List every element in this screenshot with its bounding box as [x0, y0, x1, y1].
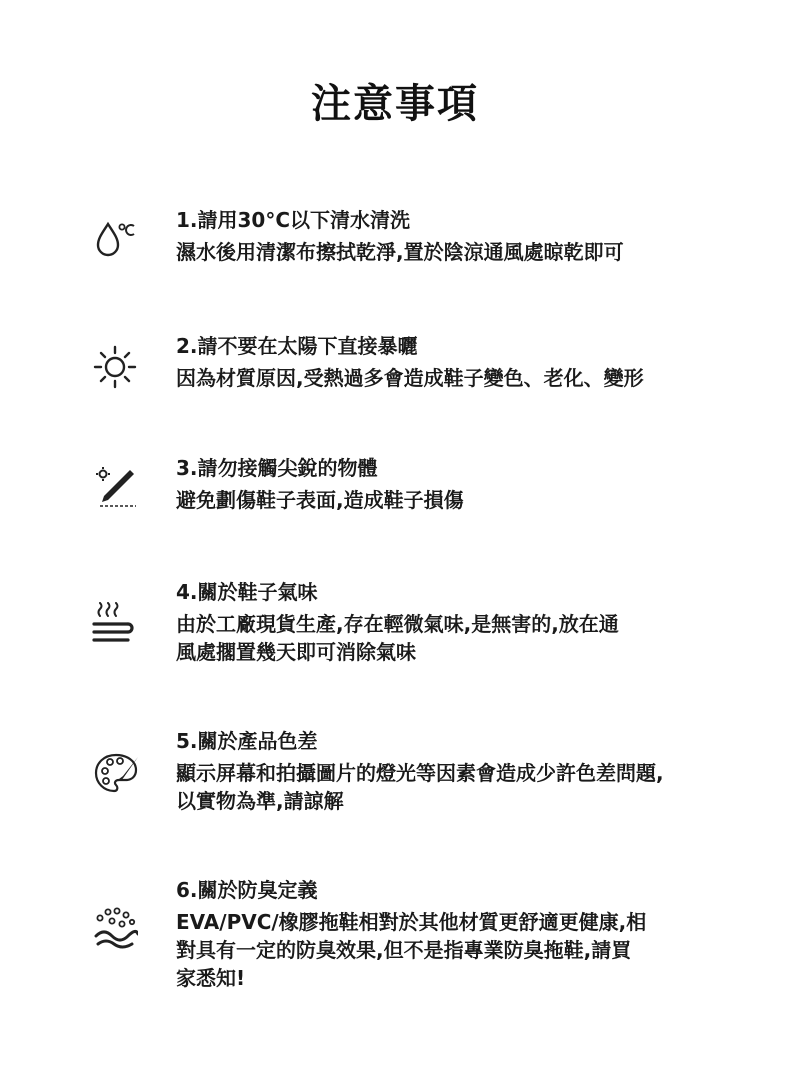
page-title: 注意事項	[311, 81, 479, 127]
note-body: 因為材質原因,受熱過多會造成鞋子變色、老化、變形	[176, 366, 644, 390]
note-body: 顯示屏幕和拍攝圖片的燈光等因素會造成少許色差問題, 以實物為準,請諒解	[176, 761, 664, 813]
note-body: 避免劃傷鞋子表面,造成鞋子損傷	[176, 488, 464, 512]
note-heading: 4.關於鞋子氣味	[176, 580, 318, 604]
cutter-icon	[94, 464, 140, 510]
palette-icon	[94, 751, 140, 797]
note-heading: 6.關於防臭定義	[176, 878, 318, 902]
note-heading: 2.請不要在太陽下直接暴曬	[176, 334, 418, 358]
note-heading: 3.請勿接觸尖銳的物體	[176, 456, 378, 480]
note-body: 由於工廠現貨生產,存在輕微氣味,是無害的,放在通 風處擱置幾天即可消除氣味	[176, 612, 619, 664]
note-heading: 5.關於產品色差	[176, 729, 318, 753]
note-body: 濕水後用清潔布擦拭乾淨,置於陰涼通風處晾乾即可	[176, 240, 624, 264]
sun-icon	[92, 344, 138, 390]
odor-icon	[90, 602, 136, 648]
note-body: EVA/PVC/橡膠拖鞋相對於其他材質更舒適更健康,相 對具有一定的防臭效果,但不是指專業防臭拖鞋,請買 家悉知!	[176, 910, 647, 990]
anti-odor-icon	[92, 906, 138, 952]
note-heading: 1.請用30°C以下清水清洗	[176, 208, 411, 232]
water-drop-celsius-icon	[90, 218, 136, 264]
